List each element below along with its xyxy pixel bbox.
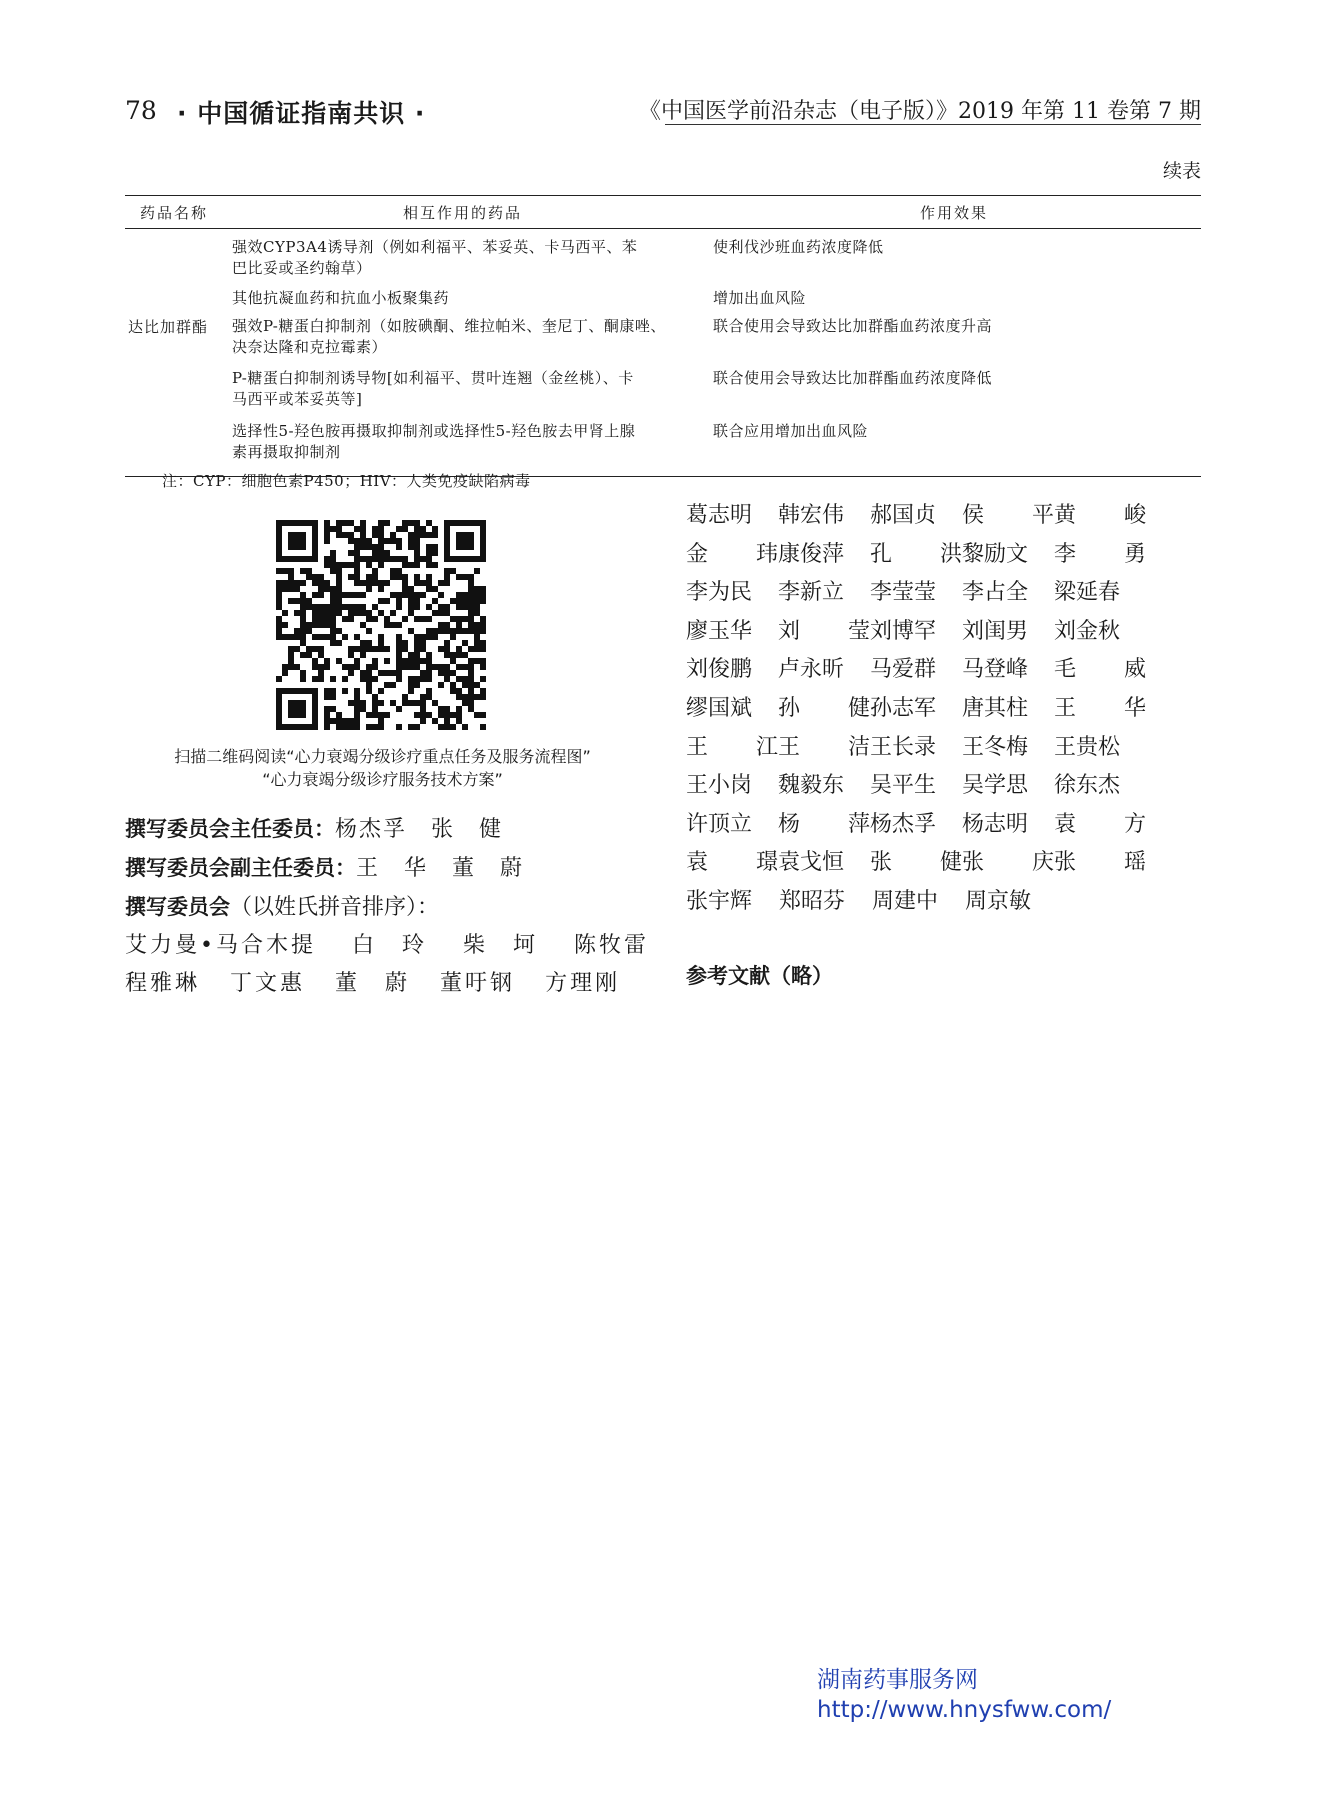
member-name: 陈牧雷 <box>574 933 650 958</box>
col-header-effect: 作用效果 <box>920 204 989 222</box>
member-name: 艾力曼•马合木提 <box>125 933 316 958</box>
member-name: 袁 璟 <box>686 850 778 876</box>
member-name: 马登峰 <box>962 657 1029 683</box>
member-name: 廖玉华 <box>686 618 753 644</box>
member-name: 康俊萍 <box>778 541 845 567</box>
member-name: 孔 洪 <box>870 541 962 567</box>
member-name: 吴学思 <box>962 773 1029 799</box>
member-name: 刘闺男 <box>962 618 1029 644</box>
members-note: （以姓氏拼音排序）： <box>230 895 440 920</box>
member-name: 王 江 <box>686 734 778 760</box>
member-names-row <box>686 844 1146 883</box>
member-name: 董 蔚 <box>335 971 411 996</box>
cell-line: 巴比妥或圣约翰草） <box>232 259 372 277</box>
member-name: 王冬梅 <box>962 734 1029 760</box>
member-names-row <box>125 927 650 965</box>
member-name: 韩宏伟 <box>778 503 845 528</box>
member-names-row <box>686 690 1146 729</box>
cell-line: 选择性5-羟色胺再摄取抑制剂或选择性5-羟色胺去甲肾上腺 <box>232 422 636 440</box>
member-name: 李新立 <box>778 580 845 606</box>
member-names-row <box>686 574 1146 613</box>
members-heading <box>125 888 625 927</box>
member-names-row <box>686 651 1146 690</box>
watermark-name: 湖南药事服务网 <box>817 1667 978 1693</box>
member-name: 侯 平 <box>962 503 1054 528</box>
cell-line: 决奈达隆和克拉霉素） <box>232 338 388 356</box>
table-header <box>125 196 1201 228</box>
member-name: 徐东杰 <box>1054 773 1121 799</box>
member-name: 杨志明 <box>962 811 1029 837</box>
col-header-drug: 药品名称 <box>140 204 209 222</box>
watermark-url[interactable]: http://www.hnysfww.com/ <box>817 1697 1112 1723</box>
member-name: 郝国贞 <box>870 503 937 528</box>
member-name: 董吁钢 <box>440 971 516 996</box>
member-name: 周京敏 <box>965 888 1032 914</box>
member-name: 黎励文 <box>962 541 1029 567</box>
member-name: 丁文惠 <box>230 971 306 996</box>
table-body <box>125 229 1201 476</box>
drug-name-cell: 达比加群酯 <box>128 318 209 336</box>
col-header-interacting: 相互作用的药品 <box>403 204 523 222</box>
effect-cell: 使利伐沙班血药浓度降低 <box>713 238 884 256</box>
member-name: 张 健 <box>870 850 962 876</box>
member-names-grid <box>686 497 1146 922</box>
effect-cell: 增加出血风险 <box>713 289 807 307</box>
member-name: 袁 方 <box>1054 811 1146 837</box>
member-name: 刘金秋 <box>1054 618 1121 644</box>
continued-label: 续表 <box>1162 160 1201 182</box>
vice-chair-names: 王 华 董 蔚 <box>356 856 525 881</box>
member-name: 毛 威 <box>1054 657 1146 683</box>
member-name: 马爱群 <box>870 657 937 683</box>
cell-line: 马西平或苯妥英等] <box>232 390 363 408</box>
effect-cell: 联合应用增加出血风险 <box>713 422 869 440</box>
drug-interaction-table <box>125 195 1201 477</box>
member-name: 郑昭芬 <box>779 888 846 914</box>
member-name: 李莹莹 <box>870 580 937 606</box>
journal-citation: 《中国医学前沿杂志（电子版）》2019 年第 11 卷第 7 期 <box>639 99 1201 124</box>
member-name: 金 玮 <box>686 541 778 567</box>
member-name: 王贵松 <box>1054 734 1121 760</box>
cell-line: 强效P-糖蛋白抑制剂（如胺碘酮、维拉帕米、奎尼丁、酮康唑、 <box>232 317 666 335</box>
member-name: 张 瑶 <box>1054 850 1146 876</box>
member-name: 刘俊鹏 <box>686 657 753 683</box>
member-name: 梁延春 <box>1054 580 1121 606</box>
qr-caption <box>125 745 640 791</box>
member-name: 王小岗 <box>686 773 753 799</box>
effect-cell: 联合使用会导致达比加群酯血药浓度升高 <box>713 317 993 335</box>
watermark[interactable] <box>817 1665 1111 1725</box>
member-names-row <box>686 536 1146 575</box>
qr-caption-line: “心力衰竭分级诊疗服务技术方案” <box>262 770 503 789</box>
member-name: 张 庆 <box>962 850 1054 876</box>
member-name: 杨杰孚 <box>870 811 937 837</box>
member-names-row <box>686 883 1146 922</box>
vice-chair-line <box>125 849 625 888</box>
member-name: 卢永昕 <box>778 657 845 683</box>
member-name: 孙志军 <box>870 695 937 721</box>
member-name: 刘博罕 <box>870 618 937 644</box>
member-names-row <box>686 806 1146 845</box>
header-rule <box>665 124 1201 125</box>
qr-caption-line: 扫描二维码阅读“心力衰竭分级诊疗重点任务及服务流程图” <box>174 747 591 766</box>
member-name: 张宇辉 <box>686 888 753 914</box>
chair-label: 撰写委员会主任委员： <box>125 817 335 841</box>
qr-code-image[interactable] <box>276 520 486 730</box>
member-name: 白 玲 <box>351 933 427 958</box>
member-name: 方理刚 <box>545 971 621 996</box>
member-name: 程雅琳 <box>125 971 201 996</box>
member-name: 周建中 <box>872 888 939 914</box>
cell-line: P-糖蛋白抑制剂诱导物[如利福平、贯叶连翘（金丝桃）、卡 <box>232 369 634 387</box>
page-number: 78 <box>125 96 157 125</box>
member-names-row <box>686 767 1146 806</box>
member-name: 李 勇 <box>1054 541 1146 567</box>
member-name: 黄 峻 <box>1054 503 1146 528</box>
member-name: 王长录 <box>870 734 937 760</box>
member-names-row <box>686 613 1146 652</box>
member-names-row <box>686 497 1146 536</box>
member-name: 唐其柱 <box>962 695 1029 721</box>
chair-names: 杨杰孚 张 健 <box>335 817 504 842</box>
member-name: 李为民 <box>686 580 753 606</box>
chair-line <box>125 810 625 849</box>
cell-line: 强效CYP3A4诱导剂（例如利福平、苯妥英、卡马西平、苯 <box>232 238 638 256</box>
committee-block <box>125 810 650 1003</box>
table-note: 注：CYP：细胞色素P450；HIV：人类免疫缺陷病毒 <box>162 472 531 490</box>
member-name: 李占全 <box>962 580 1029 606</box>
member-names-row <box>125 965 625 1003</box>
member-name: 葛志明 <box>686 503 753 528</box>
member-name: 柴 坷 <box>463 933 539 958</box>
member-name: 王 华 <box>1054 695 1146 721</box>
member-name: 袁戈恒 <box>778 850 845 876</box>
vice-chair-label: 撰写委员会副主任委员： <box>125 856 356 880</box>
member-name: 吴平生 <box>870 773 937 799</box>
effect-cell: 联合使用会导致达比加群酯血药浓度降低 <box>713 369 993 387</box>
running-header <box>125 88 1201 128</box>
section-title: · 中国循证指南共识 · <box>177 99 426 128</box>
cell-line: 素再摄取抑制剂 <box>232 443 341 461</box>
cell-line: 其他抗凝血药和抗血小板聚集药 <box>232 289 450 307</box>
member-name: 孙 健 <box>778 695 870 721</box>
member-names-row <box>686 729 1146 768</box>
member-name: 缪国斌 <box>686 695 753 721</box>
member-name: 魏毅东 <box>778 773 845 799</box>
members-label: 撰写委员会 <box>125 895 230 919</box>
member-name: 刘 莹 <box>778 618 870 644</box>
references-note: 参考文献（略） <box>686 964 833 988</box>
member-name: 许顶立 <box>686 811 753 837</box>
member-name: 杨 萍 <box>778 811 870 837</box>
member-name: 王 洁 <box>778 734 870 760</box>
